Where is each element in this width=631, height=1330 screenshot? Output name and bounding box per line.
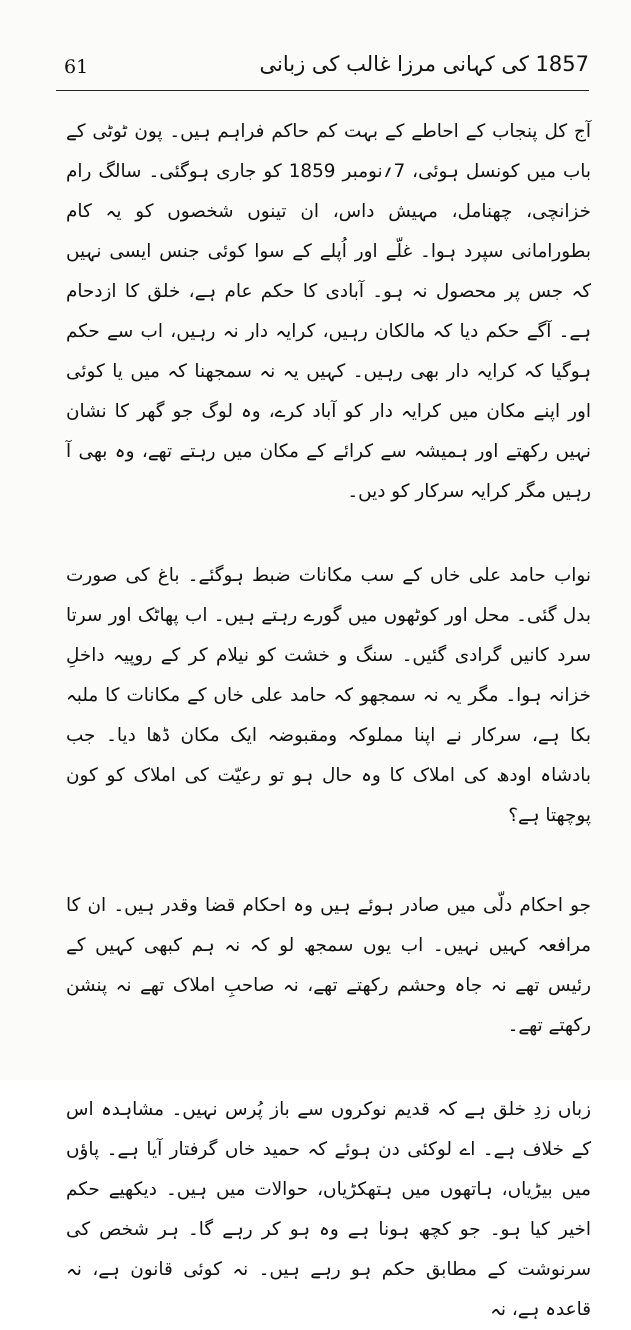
paragraph-1: آج کل پنجاب کے احاطے کے بہت کم حاکم فراہم ہیں۔ پون ٹوٹی کے باب میں کونسل ہوئی، 7؍نومبر 1859 کو جاری ہوگئی۔ سالگ رام خزانچی، چھنامل، مہیش داس، ان تینوں شخصوں کو یہ کام بطورامانی سپرد ہوا۔ غلّے اور اُپلے کے سوا کوئی جنس ایسی نہیں کہ جس پر محصول نہ ہو۔ آبادی کا حکم عام ہے، خلق کا ازدحام ہے۔ آگے حکم دیا کہ مالکان رہیں، کرایہ دار نہ رہیں، اب سے حکم ہوگیا کہ کرایہ دار بھی رہیں۔ کہیں یہ نہ سمجھنا کہ میں یا کوئی اور اپنے مکان میں کرایہ دار کو آباد کرے، وہ لوگ جو گھر کا نشان نہیں رکھتے اور ہمیشہ سے کرائے کے مکان میں رہتے تھے، وہ بھی آ رہیں مگر کرایہ سرکار کو دیں۔ <box>66 121 591 502</box>
page-header <box>56 50 589 91</box>
page-number: 61 <box>64 56 89 78</box>
paragraph-2: نواب حامد علی خاں کے سب مکانات ضبط ہوگئے۔ باغ کی صورت بدل گئی۔ محل اور کوٹھوں میں گورے رہتے ہیں۔ اب پھاٹک اور سرتا سرد کانیں گرادی گئیں۔ سنگ و خشت کو نیلام کر کے روپیہ داخلِ خزانہ ہوا۔ مگر یہ نہ سمجھو کہ حامد علی خاں کے مکانات کا ملبہ بکا ہے، سرکار نے اپنا مملوکہ ومقبوضہ ایک مکان ڈھا دیا۔ جب بادشاہ اودھ کی املاک کا وہ حال ہو تو رعیّت کی املاک کو کون پوچھتا ہے؟ <box>66 565 591 826</box>
running-title: 1857 کی کہانی مرزا غالب کی زبانی <box>259 52 589 76</box>
paragraph-4: زباں زدِ خلق ہے کہ قدیم نوکروں سے باز پُرس نہیں۔ مشاہدہ اس کے خلاف ہے۔ اے لوکئی دن ہوئے کہ حمید خاں گرفتار آیا ہے۔ پاؤں میں بیڑیاں، ہاتھوں میں ہتھکڑیاں، حوالات میں ہیں۔ دیکھیے حکم اخیر کیا ہو۔ جو کچھ ہونا ہے وہ ہو کر رہے گا۔ ہر شخص کی سرنوشت کے مطابق حکم ہو رہے ہیں۔ نہ کوئی قانون ہے، نہ قاعدہ ہے، نہ <box>66 1099 591 1320</box>
body-text <box>66 112 591 1330</box>
paragraph-3: جو احکام دلّی میں صادر ہوئے ہیں وہ احکام قضا وقدر ہیں۔ ان کا مرافعہ کہیں نہیں۔ اب یوں سمجھ لو کہ نہ ہم کبھی کہیں کے رئیس تھے نہ جاہ وحشم رکھتے تھے، نہ صاحبِ املاک تھے نہ پنشن رکھتے تھے۔ <box>66 895 591 1036</box>
